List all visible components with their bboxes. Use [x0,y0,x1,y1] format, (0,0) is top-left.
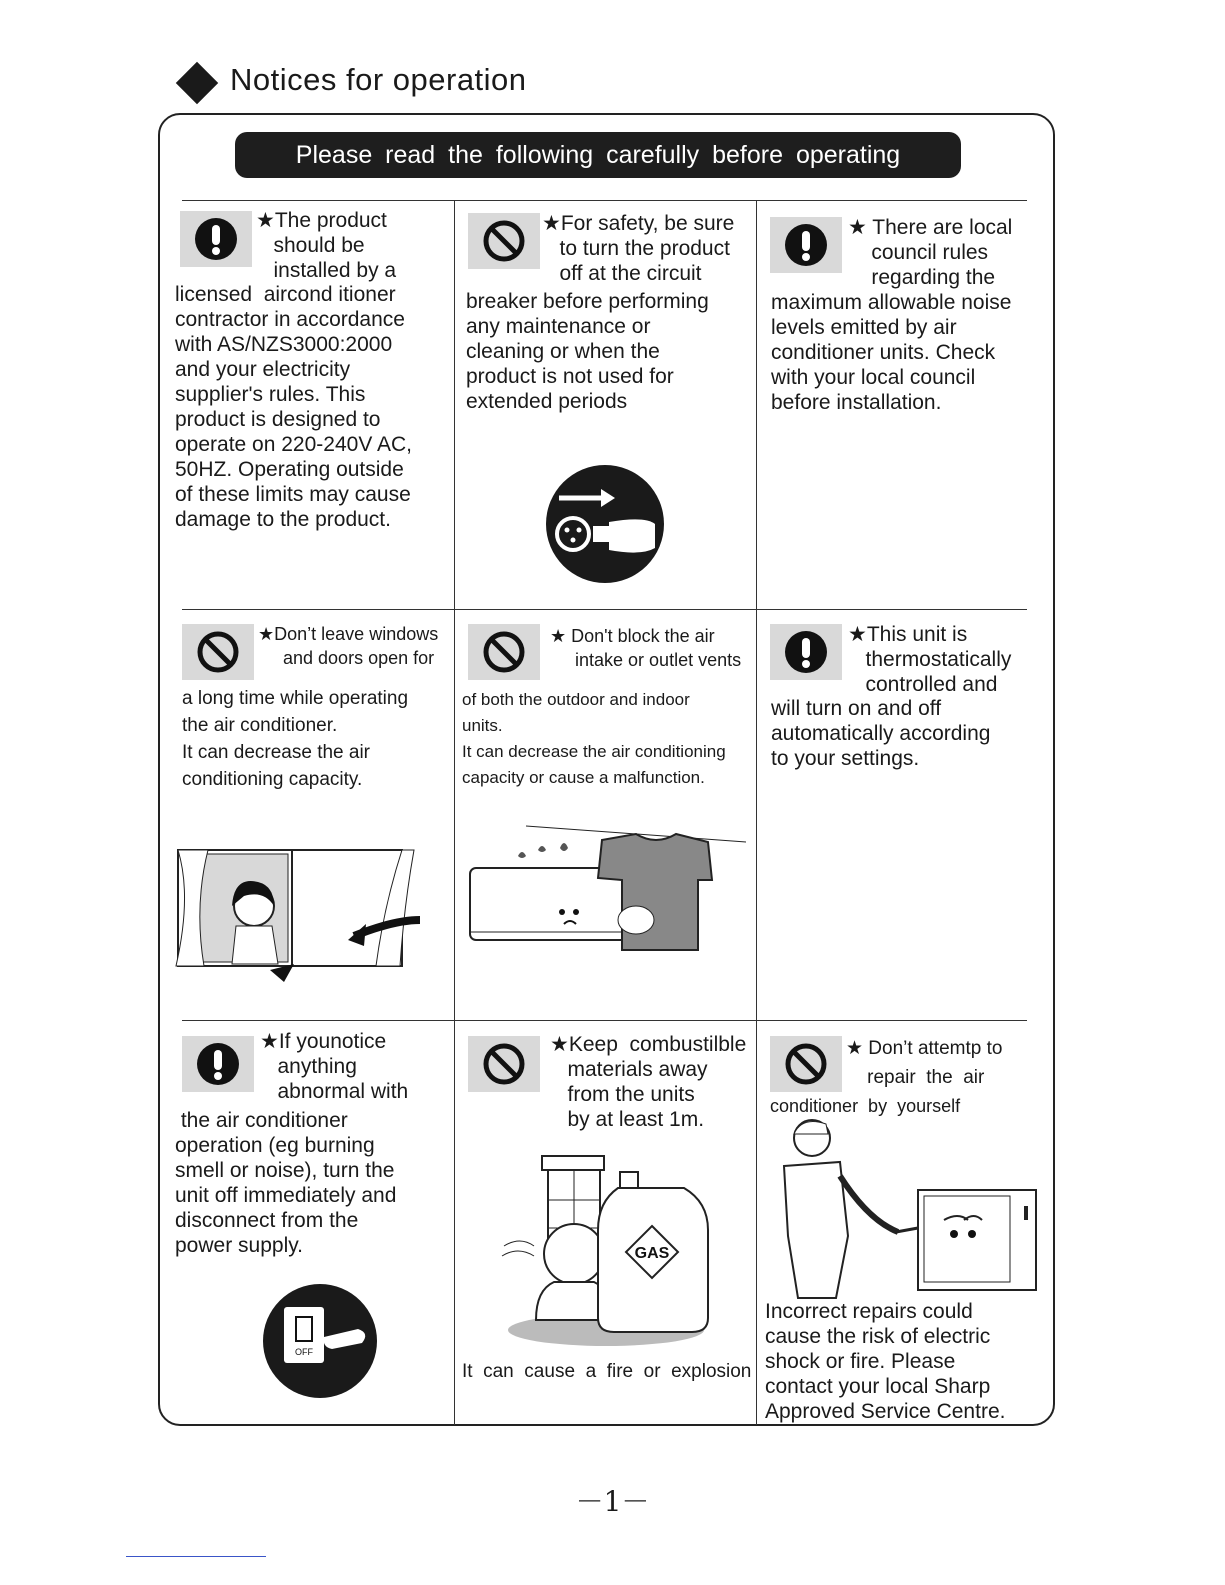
prohibit-icon [468,624,540,680]
prohibit-icon [468,213,540,269]
warning-exclamation-icon [182,1036,254,1092]
page-title: Notices for operation [230,62,527,97]
notice-body: It can cause a fire or explosion [462,1361,752,1382]
gas-label: GAS [634,1245,670,1262]
notice-body: the air conditioner operation (eg burning smell or noise), turn the unit off immediately and disconnect from the power supply. [175,1109,397,1257]
notice-heading: ★ There are local council rules regarding the [848,216,1013,289]
notice-body: licensed aircond itioner contractor in accordance with AS/NZS3000:2000 and your electricity supplier's rules. This product is designed to operate on 220-240V AC, 50HZ. Operating outside of these limits may cause damage to the product. [175,283,413,531]
prohibit-icon [468,1036,540,1092]
column-divider [756,200,757,1425]
notice-body: breaker before performing any maintenance or cleaning or when the product is not used for extended periods [466,290,709,413]
notice-heading: ★The product should be installed by a [256,209,397,282]
notice-heading: ★Keep combustilble materials away from the units by at least 1m. [550,1033,747,1131]
row-divider [182,200,1027,201]
notice-heading: ★For safety, be sure to turn the product off at the circuit [542,212,735,285]
notice-body: of both the outdoor and indoor units. It can decrease the air conditioning capacity or cause a malfunction. [462,690,726,787]
warning-exclamation-icon [180,211,252,267]
column-divider [454,200,455,1425]
notice-heading: ★This unit is thermostatically controlled and [848,623,1012,696]
notice-heading: ★ Don’t attemtp to repair the air [846,1038,1003,1088]
prohibit-icon [182,624,254,680]
unplug-illustration [545,464,665,584]
row-divider [182,1020,1027,1021]
power-off-switch-illustration [262,1283,378,1399]
footer-link-underline [126,1556,266,1557]
row-divider [182,609,1027,610]
notice-heading: ★ Don't block the air intake or outlet vents [550,626,742,670]
warning-exclamation-icon [770,624,842,680]
read-carefully-banner: Please read the following carefully before operating [235,132,961,178]
heading-diamond-icon [176,62,218,104]
warning-exclamation-icon [770,217,842,273]
notice-body: a long time while operating the air conditioner. It can decrease the air conditioning capacity. [182,688,409,790]
heater-gas-cylinder-illustration [496,1150,728,1354]
repair-note: Incorrect repairs could cause the risk of electric shock or fire. Please contact your local Sharp Approved Service Centre. [765,1300,1006,1423]
notice-heading: ★If younotice anything abnormal with [260,1030,409,1103]
notice-heading: ★Don’t leave windows and doors open for [258,624,439,668]
repair-warning-illustration [768,1116,1044,1302]
open-window-illustration [174,846,450,986]
off-label: OFF [295,1347,313,1357]
blocked-air-conditioner-illustration [466,820,746,960]
page-number: －1－ [575,1485,650,1518]
prohibit-icon [770,1036,842,1092]
notice-body: maximum allowable noise levels emitted by air conditioner units. Check with your local council before installation. [771,291,1012,414]
notice-body: conditioner by yourself [770,1096,961,1116]
notice-body: will turn on and off automatically according to your settings. [771,697,991,770]
